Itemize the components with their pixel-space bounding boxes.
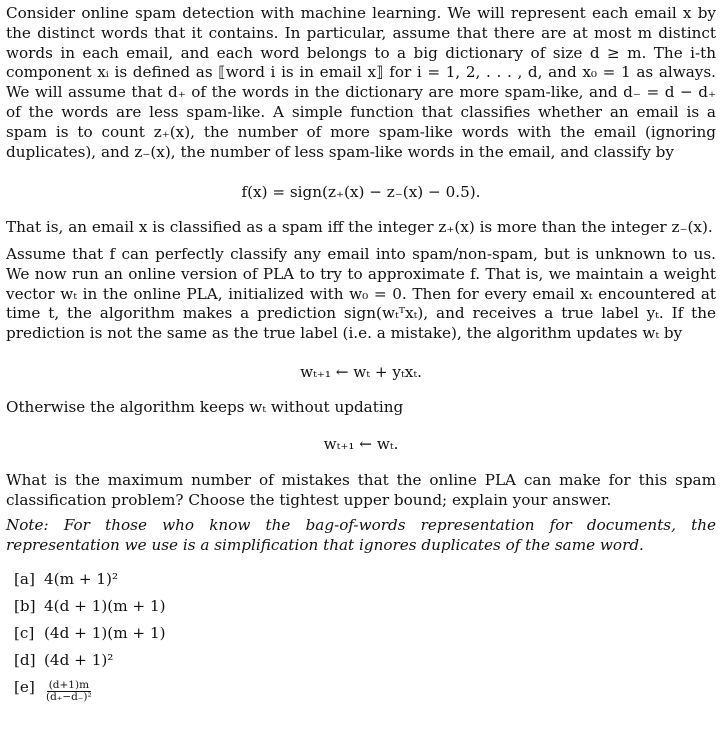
choice-label: [a] xyxy=(14,570,35,588)
fraction-denominator: (d₊−d₋)² xyxy=(46,691,92,703)
choice-text: (4d + 1)(m + 1) xyxy=(44,624,166,642)
classifier-equation: f(x) = sign(z₊(x) − z₋(x) − 0.5). xyxy=(241,183,481,201)
choice-b[interactable] xyxy=(14,597,166,624)
otherwise-paragraph: Otherwise the algorithm keeps wₜ without updating xyxy=(6,398,404,416)
fraction-numerator: (d+1)m xyxy=(48,679,90,691)
intro-paragraph: Consider online spam detection with machine learning. We will represent each email x by the distinct words that it contains. In particular, assume that there are at most m distinct words in each email, and each word belongs to a big dictionary of size d ≥ m. The i-th component xᵢ is defined as ⟦word i is in email x⟧ for i = 1, 2, . . . , d, and x₀ = 1 as always. We will assume that d₊ of the words in the dictionary are more spam-like, and d₋ = d − d₊ of the words are less spam-like. A simple function that classifies whether an email is a spam is to count z₊(x), the number of more spam-like words with the email (ignoring duplicates), and z₋(x), the number of less spam-like words in the email, and classify by xyxy=(6,4,716,161)
choice-d[interactable] xyxy=(14,651,166,678)
choice-text: (4d + 1)² xyxy=(44,651,114,669)
update-equation: wₜ₊₁ ← wₜ + yₜxₜ. xyxy=(300,363,422,381)
choice-text: 4(d + 1)(m + 1) xyxy=(44,597,166,615)
no-update-equation: wₜ₊₁ ← wₜ. xyxy=(323,435,399,453)
spam-definition-paragraph: That is, an email x is classified as a spam iff the integer z₊(x) is more than the integer z₋(x). xyxy=(6,218,713,236)
question-paragraph: What is the maximum number of mistakes that the online PLA can make for this spam classification problem? Choose the tightest upper bound; explain your answer. xyxy=(6,471,716,509)
choice-label: [c] xyxy=(14,624,35,642)
choice-label: [b] xyxy=(14,597,36,615)
choice-e[interactable] xyxy=(14,678,166,705)
note-paragraph: Note: For those who know the bag-of-words representation for documents, the representation we use is a simplification that ignores duplicates of the same word. xyxy=(6,516,716,554)
choice-label: [d] xyxy=(14,651,36,669)
choice-label: [e] xyxy=(14,678,35,696)
choice-text: 4(m + 1)² xyxy=(44,570,119,588)
fraction xyxy=(44,680,94,703)
choice-a[interactable] xyxy=(14,570,166,597)
choice-c[interactable] xyxy=(14,624,166,651)
answer-choices xyxy=(14,570,166,705)
pla-description-paragraph: Assume that f can perfectly classify any email into spam/non-spam, but is unknown to us. We now run an online version of PLA to try to approximate f. That is, we maintain a weight vector wₜ in the online PLA, initialized with w₀ = 0. Then for every email xₜ encountered at time t, the algorithm makes a prediction sign(wₜᵀxₜ), and receives a true label yₜ. If the prediction is not the same as the true label (i.e. a mistake), the algorithm updates wₜ by xyxy=(6,245,716,343)
